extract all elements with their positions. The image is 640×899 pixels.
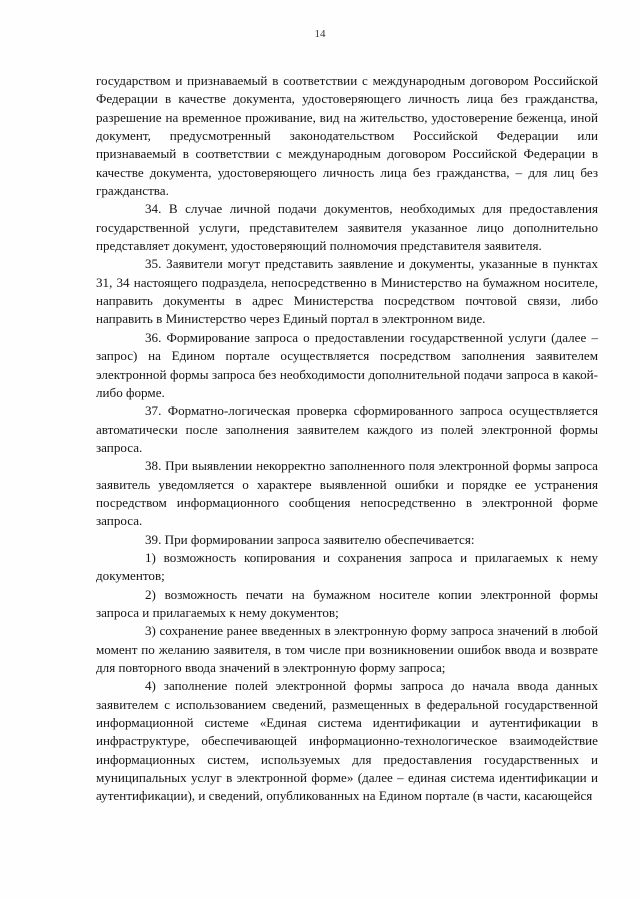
list-item-4: 4) заполнение полей электронной формы запроса до начала ввода данных заявителем с использованием сведений, размещенных в федеральной государственной информационной системе «Единая система идентификации и аутентификации в инфраструктуре, обеспечивающей информационно-технологическое взаимодействие информационных систем, используемых для предоставления государственных и муниципальных услуг в электронной форме» (далее – единая система идентификации и аутентификации), и сведений, опубликованных на Едином портале (в части, касающейся — [96, 678, 598, 804]
list-item-1: 1) возможность копирования и сохранения запроса и прилагаемых к нему документов; — [96, 549, 598, 584]
paragraph-continuation: государством и признаваемый в соответствии с международным договором Российской Федерации в качестве документа, удостоверяющего личность лица без гражданства, разрешение на временное проживание, вид на жительство, удостоверение беженца, иной документ, предусмотренный законодательством Российской Федерации или признаваемый в соответствии с международным договором Российской Федерации в качестве документа, удостоверяющего личность лица без гражданства, – для лиц без гражданства. — [96, 73, 598, 199]
list-item-3: 3) сохранение ранее введенных в электронную форму запроса значений в любой момент по желанию заявителя, в том числе при возникновении ошибок ввода и возврате для повторного ввода значений в электронную форму запроса; — [96, 623, 598, 675]
list-item-2: 2) возможность печати на бумажном носителе копии электронной формы запроса и прилагаемых к нему документов; — [96, 586, 598, 620]
paragraph-34: 34. В случае личной подачи документов, необходимых для предоставления государственной услуги, представителем заявителя указанное лицо дополнительно представляет документ, удостоверяющий полномочия представителя заявителя. — [96, 201, 598, 254]
paragraph-38: 38. При выявлении некорректно заполненного поля электронной формы запроса заявитель уведомляется о характере выявленной ошибки и порядке ее устранения посредством информационного сообщения непосредственно в электронной форме запроса. — [96, 458, 598, 529]
paragraph-39: 39. При формировании запроса заявителю обеспечивается: — [145, 531, 475, 547]
document-body — [96, 72, 598, 806]
page-number: 14 — [314, 28, 326, 40]
paragraph-36: 36. Формирование запроса о предоставлении государственной услуги (далее – запрос) на Едином портале осуществляется посредством заполнения заявителем электронной формы запроса без необходимости дополнительной подачи запроса в какой-либо форме. — [96, 329, 598, 400]
paragraph-37: 37. Форматно-логическая проверка сформированного запроса осуществляется автоматически после заполнения заявителем каждого из полей электронной формы запроса. — [96, 403, 598, 455]
paragraph-35: 35. Заявители могут представить заявление и документы, указанные в пунктах 31, 34 настоящего подраздела, непосредственно в Министерство на бумажном носителе, направить документы в адрес Министерства посредством почтовой связи, либо направить в Министерство через Единый портал в электронном виде. — [96, 256, 598, 327]
